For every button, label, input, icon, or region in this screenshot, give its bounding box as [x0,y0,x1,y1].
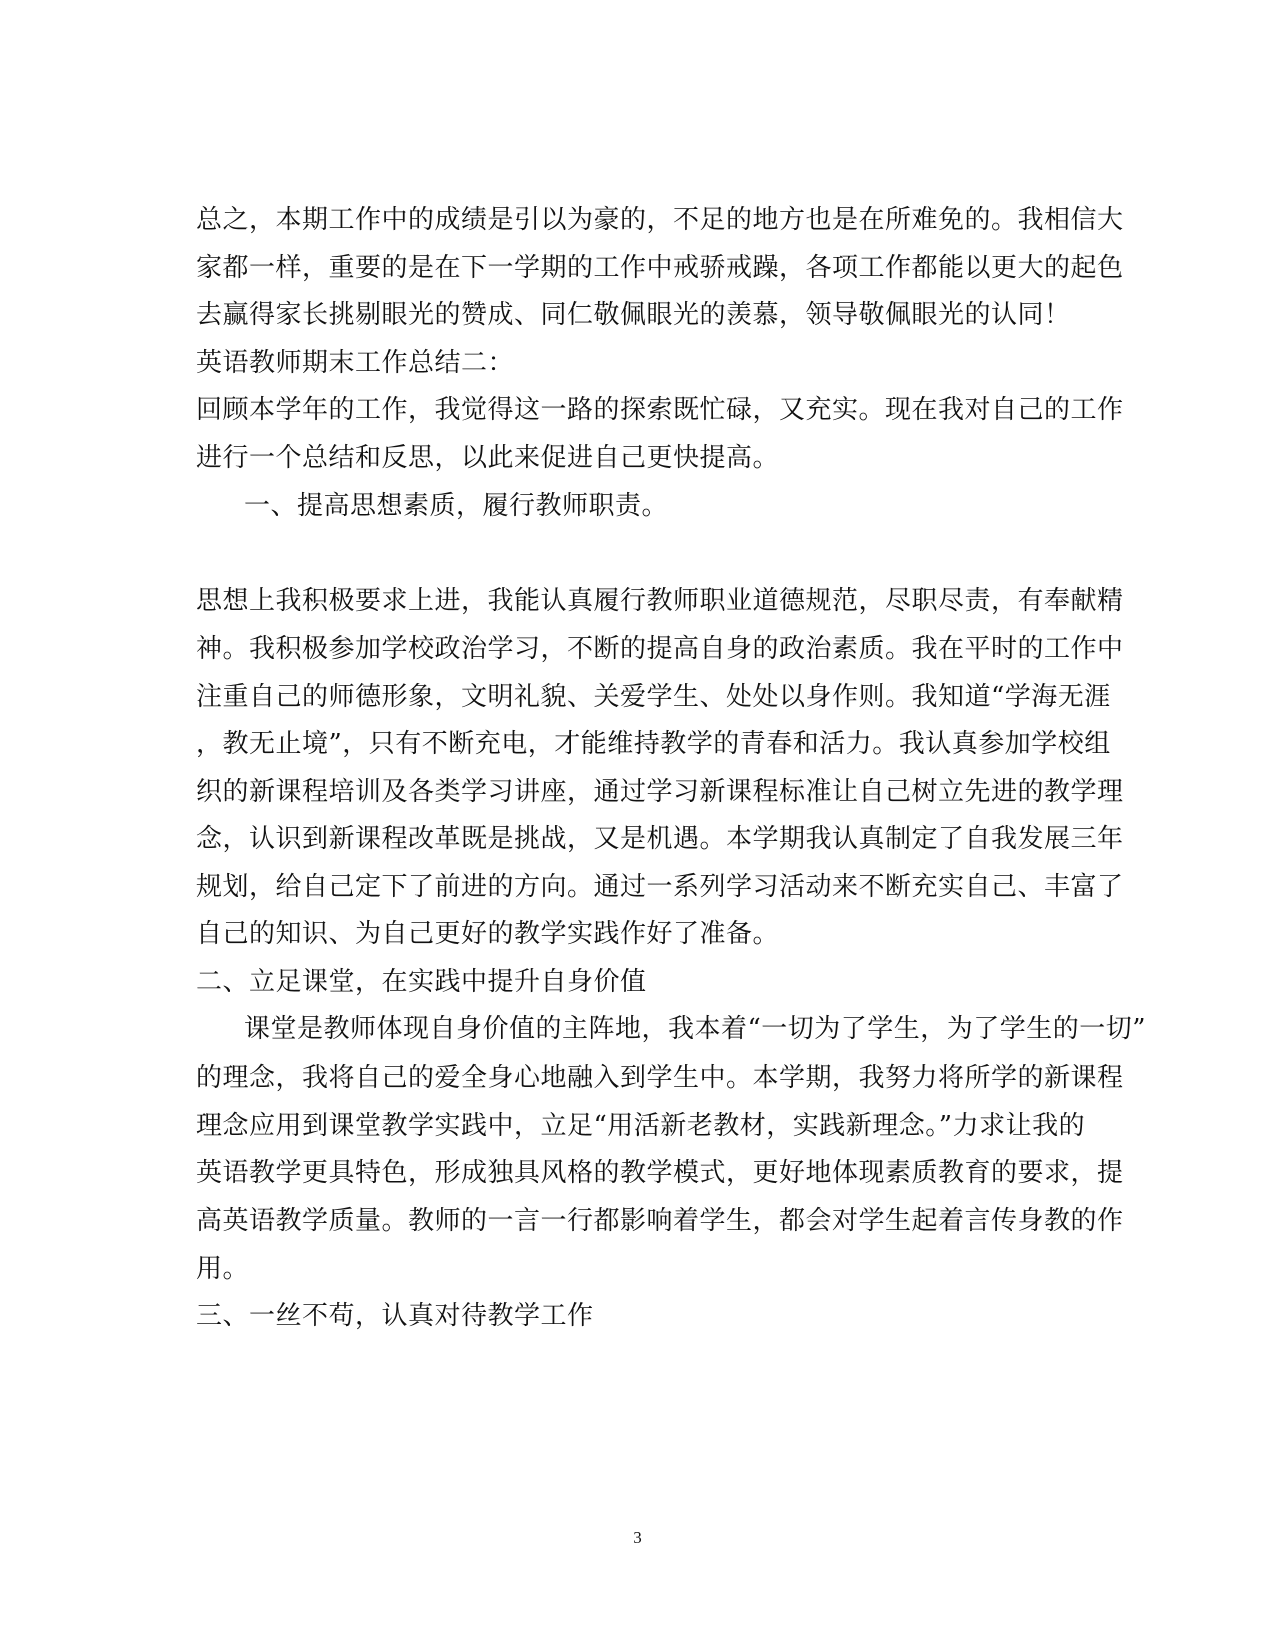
text-line: 的理念，我将自己的爱全身心地融入到学生中。本学期，我努力将所学的新课程 [196,1063,1124,1093]
text-line: 念，认识到新课程改革既是挑战，又是机遇。本学期我认真制定了自我发展三年 [196,824,1124,854]
section-title: 英语教师期末工作总结二： [196,348,515,378]
text-line: 神。我积极参加学校政治学习，不断的提高自身的政治素质。我在平时的工作中 [196,634,1124,664]
text-line: 总之，本期工作中的成绩是引以为豪的，不足的地方也是在所难免的。我相信大 [196,205,1124,235]
text-line: 三、一丝不苟，认真对待教学工作 [196,1301,594,1331]
text-line: 规划，给自己定下了前进的方向。通过一系列学习活动来不断充实自己、丰富了 [196,872,1124,902]
text-line: 进行一个总结和反思，以此来促进自己更快提高。 [196,443,780,473]
text-line: 自己的知识、为自己更好的教学实践作好了准备。 [196,919,780,949]
page-number: 3 [633,1528,642,1547]
text-line: 家都一样，重要的是在下一学期的工作中戒骄戒躁，各项工作都能以更大的起色 [196,253,1124,283]
section-heading-2: 课堂是教师体现自身价值的主阵地，我本着“一切为了学生，为了学生的一切” [244,1014,1147,1044]
text-line: 二、立足课堂，在实践中提升自身价值 [196,967,647,997]
text-line: 回顾本学年的工作，我觉得这一路的探索既忙碌，又充实。现在我对自己的工作 [196,395,1124,425]
text-line: 注重自己的师德形象，文明礼貌、关爱学生、处处以身作则。我知道“学海无涯 [196,682,1111,712]
text-line: 思想上我积极要求上进，我能认真履行教师职业道德规范，尽职尽责，有奉献精 [196,586,1124,616]
text-line: 织的新课程培训及各类学习讲座，通过学习新课程标准让自己树立先进的教学理 [196,777,1124,807]
text-line: 去赢得家长挑剔眼光的赞成、同仁敬佩眼光的羡慕，领导敬佩眼光的认同！ [196,300,1071,330]
text-line: ，教无止境”，只有不断充电，才能维持教学的青春和活力。我认真参加学校组 [196,729,1111,759]
section-heading-1: 一、提高思想素质，履行教师职责。 [244,491,669,521]
text-line: 英语教学更具特色，形成独具风格的教学模式，更好地体现素质教育的要求，提 [196,1158,1124,1188]
text-line: 用。 [196,1254,250,1284]
text-line: 理念应用到课堂教学实践中，立足“用活新老教材，实践新理念。”力求让我的 [196,1111,1086,1141]
text-line: 高英语教学质量。教师的一言一行都影响着学生，都会对学生起着言传身教的作 [196,1206,1124,1236]
